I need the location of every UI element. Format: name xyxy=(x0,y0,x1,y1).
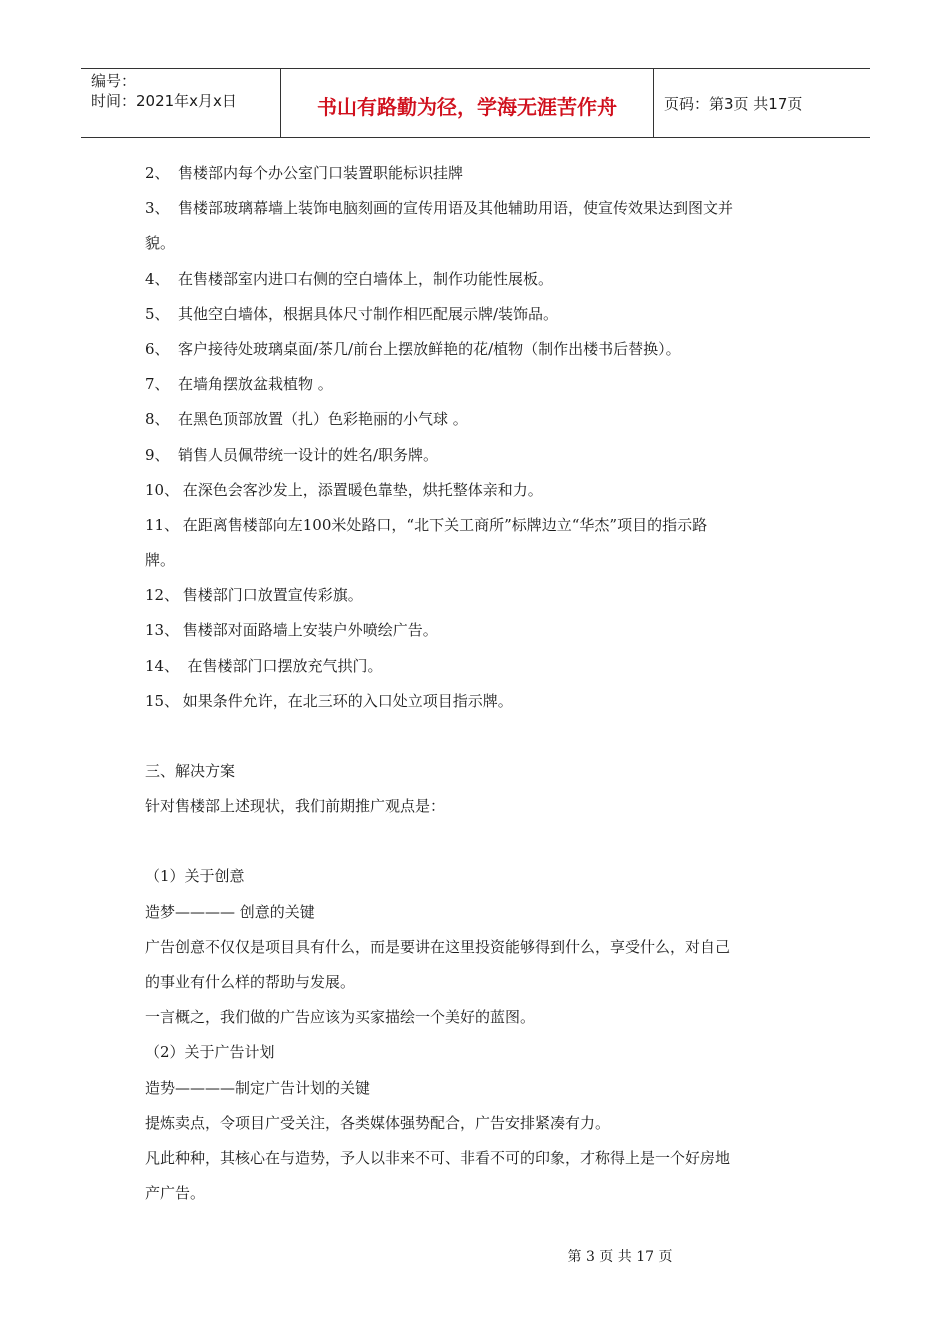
list-item-text: 售楼部门口放置宣传彩旗。 xyxy=(178,586,363,605)
list-item-text: 在墙角摆放盆栽植物 。 xyxy=(178,375,333,394)
list-item-number: 4、 xyxy=(145,269,170,288)
list-item-text: 在距离售楼部向左100米处路口，“北下关工商所”标牌边立“华杰”项目的指示路 xyxy=(178,515,708,534)
header-motto: 书山有路勤为径，学海无涯苦作舟 xyxy=(281,69,654,137)
list-item xyxy=(145,156,815,191)
list-item-text: 貌。 xyxy=(145,234,176,253)
list-item xyxy=(145,332,815,367)
document-header xyxy=(81,68,870,138)
list-item-number: 5、 xyxy=(145,304,170,323)
list-item-text: 售楼部玻璃幕墙上装饰电脑刻画的宣传用语及其他辅助用语，使宣传效果达到图文并 xyxy=(178,199,734,218)
list-item xyxy=(145,508,815,543)
list-item xyxy=(145,684,815,719)
page-footer: 第 3 页 共 17 页 xyxy=(567,1249,673,1265)
list-item-text: 其他空白墙体，根据具体尺寸制作相匹配展示牌/装饰品。 xyxy=(178,304,559,323)
section-heading: 三、解决方案 xyxy=(145,762,236,780)
list-item-number: 9、 xyxy=(145,445,170,464)
list-item xyxy=(145,578,815,613)
part2-subtitle: 造势————制定广告计划的关键 xyxy=(145,1078,371,1097)
list-item xyxy=(145,543,815,578)
part1-title: （1）关于创意 xyxy=(145,867,245,886)
list-item-number: 12、 xyxy=(145,586,180,605)
list-item-text: 在售楼部门口摆放充气拱门。 xyxy=(178,656,383,675)
list-item xyxy=(145,402,815,437)
list-item-number: 15、 xyxy=(145,691,180,710)
part2-title: （2）关于广告计划 xyxy=(145,1043,275,1062)
part1-paragraph-summary: 一言概之，我们做的广告应该为买家描绘一个美好的蓝图。 xyxy=(145,1008,536,1027)
list-item-number: 3、 xyxy=(145,199,170,218)
list-item-text: 如果条件允许，在北三环的入口处立项目指示牌。 xyxy=(178,691,513,710)
list-item-number: 13、 xyxy=(145,621,180,640)
list-item xyxy=(145,226,815,261)
list-item-number: 2、 xyxy=(145,164,170,182)
list-item xyxy=(145,262,815,297)
part1-paragraph-line: 的事业有什么样的帮助与发展。 xyxy=(145,972,356,991)
time-label: 时间：2021年x月x日 xyxy=(91,92,237,110)
list-item xyxy=(145,613,815,648)
part2-paragraph: 提炼卖点，令项目广受关注，各类媒体强势配合，广告安排紧凑有力。 xyxy=(145,1113,611,1132)
list-item xyxy=(145,191,815,226)
list-item-text: 售楼部对面路墙上安装户外喷绘广告。 xyxy=(178,621,438,640)
list-item xyxy=(145,367,815,402)
document-body xyxy=(145,156,815,1211)
list-item-text: 销售人员佩带统一设计的姓名/职务牌。 xyxy=(178,445,439,464)
list-item xyxy=(145,297,815,332)
section-intro: 针对售楼部上述现状，我们前期推广观点是： xyxy=(145,797,446,816)
list-item-text: 牌。 xyxy=(145,551,176,570)
list-item xyxy=(145,649,815,684)
header-page-info: 页码：第3页 共17页 xyxy=(664,94,803,113)
list-item-number: 10、 xyxy=(145,480,180,499)
list-item-number: 7、 xyxy=(145,375,170,394)
part2-paragraph-line: 凡此种种，其核心在与造势，予人以非来不可、非看不可的印象，才称得上是一个好房地 xyxy=(145,1148,731,1167)
list-item-text: 在黑色顶部放置（扎）色彩艳丽的小气球 。 xyxy=(178,410,468,429)
list-item-number: 14、 xyxy=(145,656,180,675)
number-label: 编号： xyxy=(91,72,137,90)
list-item-text: 在深色会客沙发上，添置暖色靠垫，烘托整体亲和力。 xyxy=(178,480,543,499)
list-item-text: 客户接待处玻璃桌面/茶几/前台上摆放鲜艳的花/植物（制作出楼书后替换）。 xyxy=(178,339,681,358)
list-item-number: 8、 xyxy=(145,410,170,429)
part1-subtitle: 造梦———— 创意的关键 xyxy=(145,902,315,921)
list-item-number: 6、 xyxy=(145,339,170,358)
list-item xyxy=(145,473,815,508)
part1-paragraph-line: 广告创意不仅仅是项目具有什么，而是要讲在这里投资能够得到什么，享受什么，对自己 xyxy=(145,937,731,956)
part2-paragraph-line: 产广告。 xyxy=(145,1184,206,1203)
item-list xyxy=(145,156,815,719)
header-meta xyxy=(81,69,281,137)
list-item-text: 售楼部内每个办公室门口装置职能标识挂牌 xyxy=(178,164,464,182)
list-item xyxy=(145,438,815,473)
list-item-number: 11、 xyxy=(145,515,180,534)
list-item-text: 在售楼部室内进口右侧的空白墙体上，制作功能性展板。 xyxy=(178,269,554,288)
